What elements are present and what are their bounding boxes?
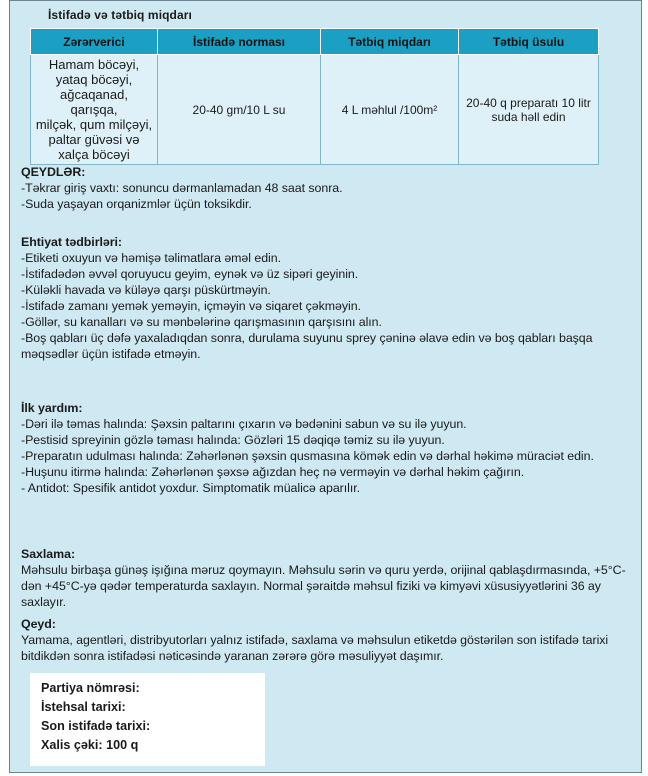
production-date-label: İstehsal tarixi:	[41, 700, 126, 714]
notes-section	[21, 164, 633, 212]
header-method: Tətbiq üsulu	[459, 29, 599, 55]
pest-line: yataq böcəyi,	[55, 72, 133, 87]
cell-pests	[31, 55, 158, 165]
header-pest: Zərərverici	[31, 29, 158, 55]
net-weight-label: Xalis çəki: 100 q	[41, 738, 139, 752]
usage-table	[30, 28, 599, 165]
usage-header-row	[31, 29, 599, 55]
batch-number-label: Partiya nömrəsi:	[41, 681, 140, 695]
disclaimer-title: Qeyd:	[21, 617, 56, 631]
cell-amount: 4 L məhlul /100m²	[321, 55, 459, 165]
cell-method: 20-40 q preparatı 10 litr suda həll edin	[459, 55, 599, 165]
precautions-line: -Etiketi oxuyun və həmişə təlimatlara əməl edin.	[21, 251, 281, 265]
storage-title: Saxlama:	[21, 547, 76, 561]
pest-line: paltar güvəsi və	[48, 132, 140, 147]
cell-norm: 20-40 gm/10 L su	[158, 55, 321, 165]
precautions-title: Ehtiyat tədbirləri:	[21, 235, 122, 249]
storage-text: Məhsulu birbaşa günəş işığına məruz qoymayın. Məhsulu sərin və quru yerdə, orijinal qablaşdırmasında, +5°C-dən +45°C-yə qədər temperaturda saxlayın. Normal şəraitdə məhsul fiziki və kimyəvi xüsusiyyətlərini 36 ay saxlayır.	[21, 563, 626, 609]
notes-title: QEYDLƏR:	[21, 165, 86, 179]
table-row	[31, 55, 599, 165]
notes-line: -Suda yaşayan orqanizmlər üçün toksikdir.	[21, 197, 252, 211]
pest-line: xalça böcəyi	[58, 147, 130, 162]
pest-line: ağcaqanad, qarışqa,	[60, 87, 128, 117]
pest-line: milçək, qum milçəyi,	[35, 117, 153, 132]
header-norm: İstifadə norması	[158, 29, 321, 55]
precautions-line: -Küləkli havada və küləyə qarşı püskürtməyin.	[21, 283, 271, 297]
first-aid-line: -Preparatın udulması halında: Zəhərlənən şəxsin qusmasına kömək edin və dərhal həkimə müraciət edin.	[21, 449, 594, 463]
disclaimer-section	[21, 616, 633, 664]
pest-line: Hamam böcəyi,	[48, 57, 140, 72]
usage-title: İstifadə və tətbiq miqdarı	[48, 8, 192, 22]
precautions-line: -İstifadə zamanı yemək yeməyin, içməyin və siqaret çəkməyin.	[21, 299, 361, 313]
precautions-line: -Boş qabları üç dəfə yaxaladıqdan sonra, durulama suyunu sprey çəninə əlavə edin və boş qabları başqa məqsədlər üçün istifadə etməyin.	[21, 331, 593, 361]
first-aid-line: -Dəri ilə təmas halında: Şəxsin paltarını çıxarın və bədənini sabun və su ilə yuyun.	[21, 417, 467, 431]
first-aid-line: -Pestisid spreyinin gözlə təması halında: Gözləri 15 dəqiqə təmiz su ilə yuyun.	[21, 433, 445, 447]
storage-section	[21, 546, 633, 610]
first-aid-line: -Huşunu itirmə halında: Zəhərlənən şəxsə ağızdan heç nə verməyin və dərhal həkim çağırın.	[21, 465, 525, 479]
header-amount: Tətbiq miqdarı	[321, 29, 459, 55]
notes-line: -Təkrar giriş vaxtı: sonuncu dərmanlamadan 48 saat sonra.	[21, 181, 343, 195]
precautions-line: -Göllər, su kanalları və su mənbələrinə qarışmasının qarşısını alın.	[21, 315, 382, 329]
precautions-section	[21, 234, 633, 362]
first-aid-line: - Antidot: Spesifik antidot yoxdur. Simptomatik müalicə aparılır.	[21, 481, 361, 495]
batch-info-box	[30, 673, 265, 766]
precautions-line: -İstifadədən əvvəl qoruyucu geyim, eynək və üz sipəri geyinin.	[21, 267, 359, 281]
disclaimer-text: Yamama, agentləri, distribyutorları yalnız istifadə, saxlama və məhsulun etiketdə göstərilən son istifadə tarixi bitdikdən sonra istifadəsi nəticəsində yaranan zərərə görə məsuliyyət daşımır.	[21, 633, 609, 663]
first-aid-section	[21, 400, 633, 496]
expiry-date-label: Son istifadə tarixi:	[41, 719, 151, 733]
first-aid-title: İlk yardım:	[21, 401, 83, 415]
